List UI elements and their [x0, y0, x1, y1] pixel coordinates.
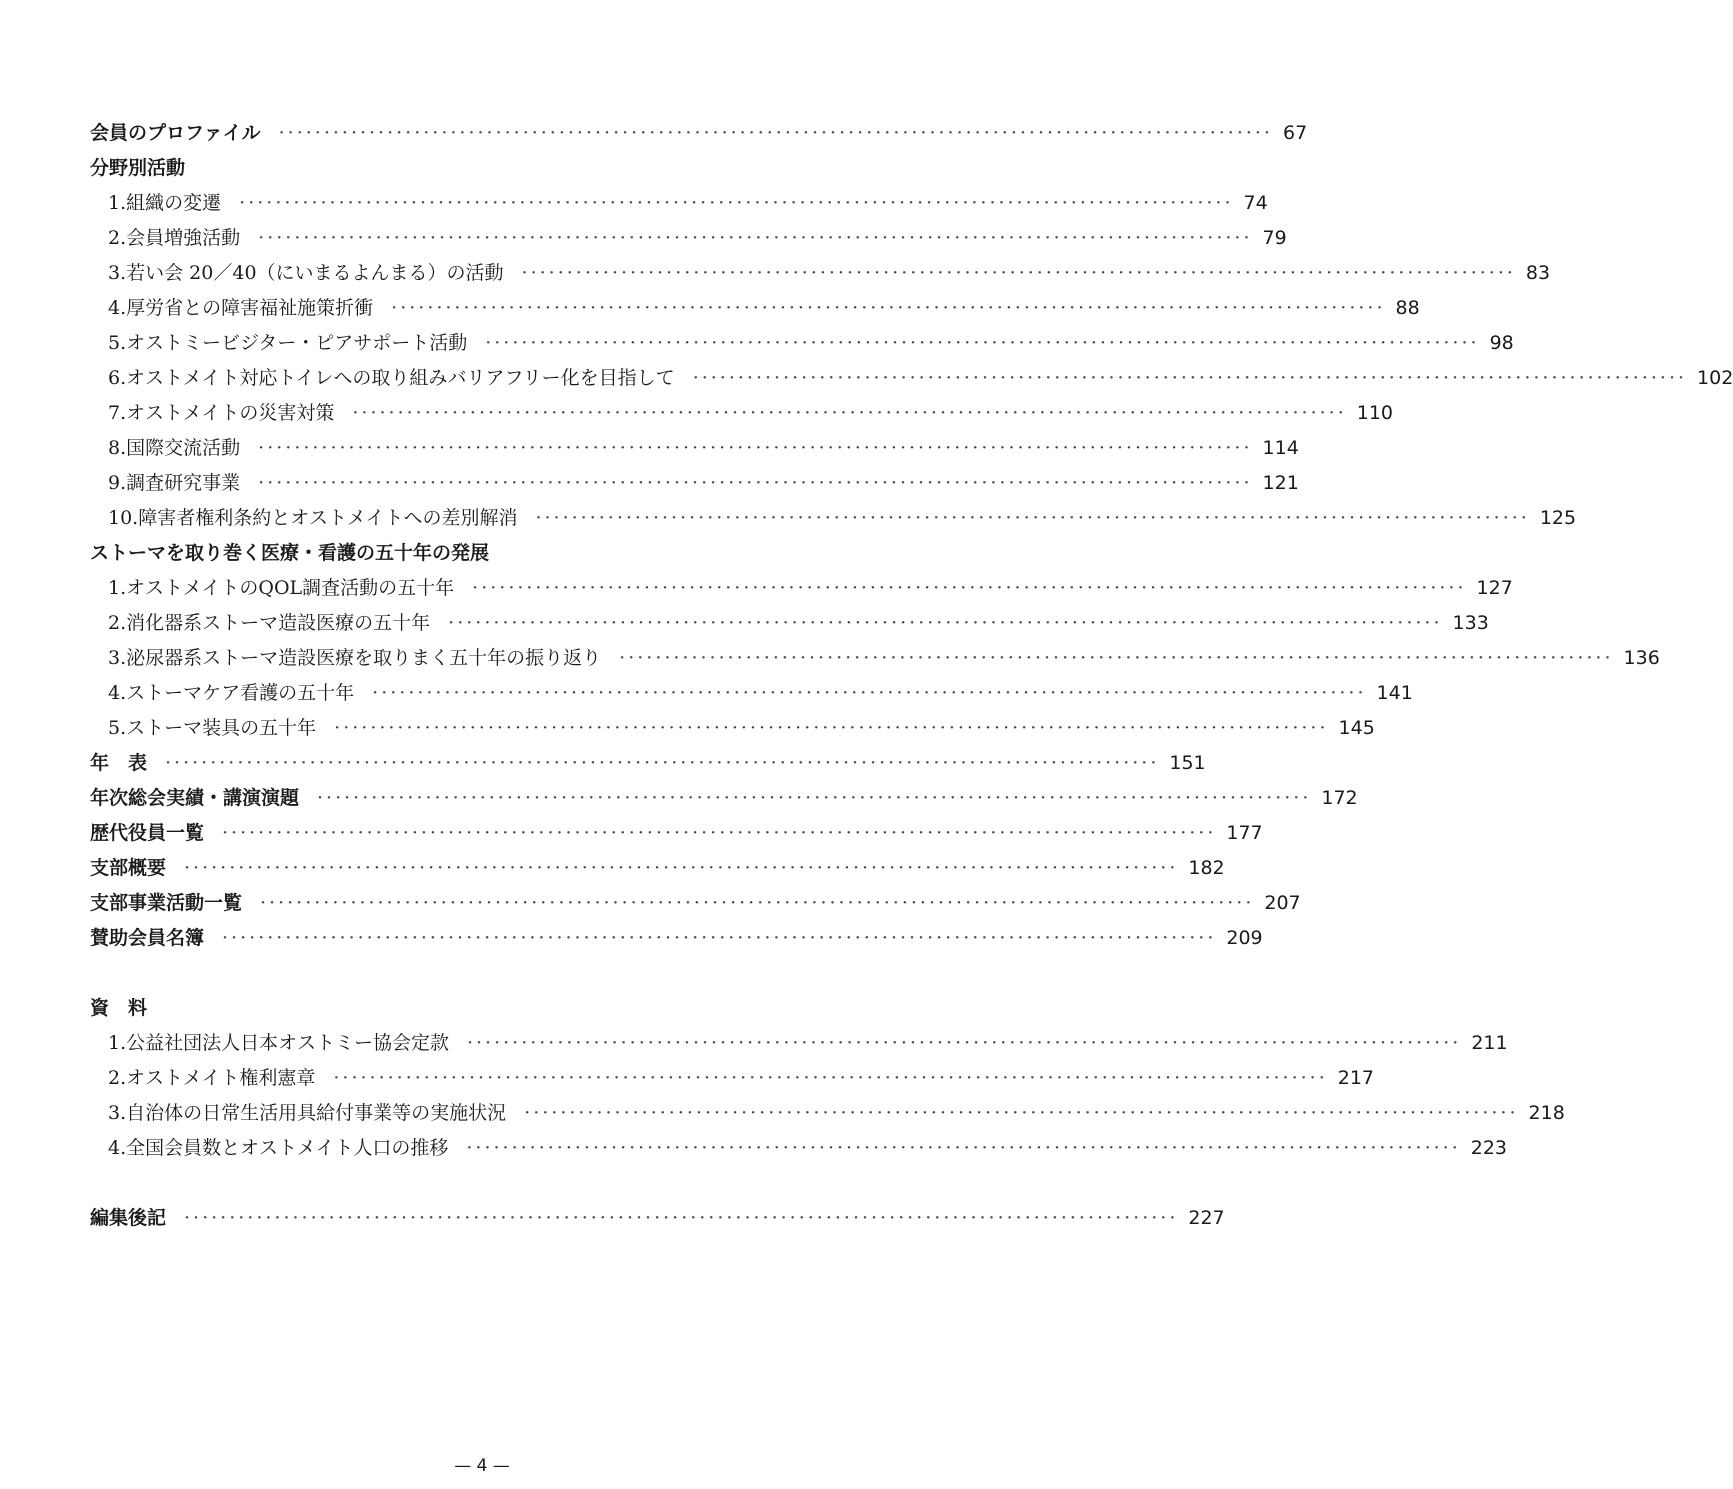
toc-page-number: 74 [1243, 192, 1268, 214]
toc-entry-number: 8. [108, 437, 127, 459]
toc-entry-number: 9. [108, 472, 127, 494]
toc-entry[interactable] [90, 1061, 1375, 1096]
toc-entry-number: 4. [108, 297, 127, 319]
toc-entry-branch-overview[interactable] [90, 851, 1225, 886]
toc-entry-title: 会員のプロファイル [90, 122, 261, 144]
toc-page-number: 79 [1262, 227, 1287, 249]
dot-leader: ·············································································································· [317, 787, 1312, 809]
dot-leader: ·············································································································· [521, 262, 1516, 284]
dot-leader: ·············································································································· [372, 682, 1367, 704]
toc-page-number: 98 [1489, 332, 1514, 354]
toc-entry-title: 組織の変遷 [126, 192, 222, 214]
toc-entry-title: 編集後記 [90, 1207, 167, 1229]
toc-entry-title: 調査研究事業 [126, 472, 241, 494]
page-number-footer: — 4 — [454, 1456, 510, 1476]
toc-entry-title: ストーマ装具の五十年 [126, 717, 317, 739]
toc-page-number: 211 [1471, 1032, 1508, 1054]
dot-leader: ·············································································································· [333, 1067, 1328, 1089]
toc-entry-title: 障害者権利条約とオストメイトへの差別解消 [138, 507, 518, 529]
toc-entry[interactable] [90, 571, 1513, 606]
toc-entry-title: オストミービジター・ピアサポート活動 [126, 332, 468, 354]
toc-page-number: 182 [1188, 857, 1225, 879]
toc-entry-branch-activities[interactable] [90, 886, 1301, 921]
dot-leader: ·············································································································· [222, 927, 1217, 949]
dot-leader: ·············································································································· [535, 507, 1530, 529]
toc-page-number: 110 [1356, 402, 1394, 424]
toc-entry-number: 2. [108, 612, 127, 634]
dot-leader: ·············································································································· [485, 332, 1480, 354]
toc-entry-title: 支部概要 [90, 857, 167, 879]
toc-entry-number: 4. [108, 682, 127, 704]
toc-page-number: 177 [1226, 822, 1263, 844]
toc-page-number: 145 [1338, 717, 1375, 739]
toc-entry[interactable] [90, 221, 1287, 256]
toc-entry[interactable] [90, 466, 1299, 501]
toc-entry-title: 支部事業活動一覧 [90, 892, 243, 914]
toc-page-number: 127 [1476, 577, 1513, 599]
toc-entry-number: 4. [108, 1137, 127, 1159]
toc-page-number: 209 [1226, 927, 1263, 949]
toc-entry-title: オストメイトのQOL調査活動の五十年 [126, 577, 455, 599]
toc-entry-number: 3. [108, 647, 127, 669]
dot-leader: ·············································································································· [466, 1137, 1461, 1159]
toc-page-number: 172 [1321, 787, 1358, 809]
toc-entry[interactable] [90, 711, 1375, 746]
table-of-contents [90, 116, 1733, 1236]
toc-page-number: 218 [1528, 1102, 1565, 1124]
dot-leader: ·············································································································· [692, 367, 1688, 389]
toc-page-number: 223 [1470, 1137, 1508, 1159]
toc-entry[interactable] [90, 291, 1420, 326]
toc-page-number: 207 [1264, 892, 1301, 914]
toc-entry-title: オストメイトの災害対策 [126, 402, 335, 424]
toc-page-number: 141 [1376, 682, 1413, 704]
toc-entry-number: 1. [108, 192, 127, 214]
toc-page-number: 125 [1539, 507, 1577, 529]
toc-entry[interactable] [90, 1026, 1508, 1061]
toc-entry-chronology[interactable] [90, 746, 1206, 781]
toc-entry-number: 1. [108, 1032, 127, 1054]
toc-entry[interactable] [90, 501, 1577, 536]
dot-leader: ·············································································································· [448, 612, 1443, 634]
dot-leader: ·············································································································· [619, 647, 1614, 669]
toc-entry[interactable] [90, 186, 1268, 221]
dot-leader: ·············································································································· [222, 822, 1217, 844]
toc-page-number: 83 [1525, 262, 1551, 284]
toc-entry-title: 会員増強活動 [126, 227, 241, 249]
toc-page-number: 121 [1262, 472, 1299, 494]
dot-leader: ·············································································································· [184, 1207, 1179, 1229]
toc-entry[interactable] [90, 361, 1733, 396]
dot-leader: ·············································································································· [184, 857, 1179, 879]
toc-entry-title: 年 表 [90, 752, 148, 774]
dot-leader: ·············································································································· [352, 402, 1347, 424]
toc-entry-title: ストーマケア看護の五十年 [126, 682, 355, 704]
toc-entry-title: 賛助会員名簿 [90, 927, 205, 949]
toc-entry-title: オストメイト対応トイレへの取り組み [126, 367, 448, 389]
toc-entry-title: 年次総会実績・講演演題 [90, 787, 300, 809]
toc-entry-title: 歴代役員一覧 [90, 822, 205, 844]
toc-entry-title: 消化器系ストーマ造設医療の五十年 [126, 612, 431, 634]
toc-entry-number: 5. [108, 332, 127, 354]
toc-entry-number: 10. [108, 507, 139, 529]
toc-entry[interactable] [90, 326, 1514, 361]
dot-leader: ·············································································································· [258, 472, 1253, 494]
toc-entry-title: 若い会 20／40（にいまるよんまる）の活動 [126, 262, 504, 284]
toc-entry-afterword[interactable] [90, 1201, 1225, 1236]
dot-leader: ·············································································································· [239, 192, 1234, 214]
toc-entry-number: 7. [108, 402, 127, 424]
toc-entry-supporting-members[interactable] [90, 921, 1263, 956]
dot-leader: ·············································································································· [258, 437, 1253, 459]
toc-entry-number: 5. [108, 717, 127, 739]
toc-page-number: 136 [1623, 647, 1660, 669]
toc-entry-title: 国際交流活動 [126, 437, 241, 459]
dot-leader: ·············································································································· [165, 752, 1160, 774]
toc-entry-number: 3. [108, 262, 127, 284]
toc-page-number: 88 [1395, 297, 1420, 319]
section-heading-medical: ストーマを取り巻く医療・看護の五十年の発展 [90, 542, 490, 564]
toc-entry-title: 自治体の日常生活用具給付事業等の実施状況 [126, 1102, 507, 1124]
toc-entry-title: オストメイト権利憲章 [126, 1067, 316, 1089]
toc-entry-number: 1. [108, 577, 127, 599]
toc-entry[interactable] [90, 396, 1394, 431]
toc-entry[interactable] [90, 431, 1299, 466]
dot-leader: ·············································································································· [391, 297, 1386, 319]
toc-entry-number: 3. [108, 1102, 127, 1124]
toc-entry-number: 6. [108, 367, 127, 389]
dot-leader: ·············································································································· [260, 892, 1255, 914]
toc-page-number: 102 [1697, 367, 1733, 389]
dot-leader: ·············································································································· [334, 717, 1329, 739]
toc-entry-past-officers[interactable] [90, 816, 1263, 851]
toc-entry-number: 2. [108, 1067, 127, 1089]
dot-leader: ·············································································································· [258, 227, 1253, 249]
section-heading-materials: 資 料 [90, 997, 148, 1019]
toc-page-number: 133 [1452, 612, 1489, 634]
toc-entry-title: 泌尿器系ストーマ造設医療を取りまく五十年の振り返り [126, 647, 602, 669]
toc-entry-profile[interactable] [90, 116, 1308, 151]
toc-page-number: 151 [1169, 752, 1206, 774]
toc-page-number: 114 [1262, 437, 1299, 459]
toc-page-number: 227 [1188, 1207, 1225, 1229]
toc-entry-title: 厚労省との障害福祉施策折衝 [126, 297, 374, 319]
toc-entry-title: 全国会員数とオストメイト人口の推移 [126, 1137, 449, 1159]
dot-leader: ·············································································································· [466, 1032, 1462, 1054]
dot-leader: ·············································································································· [472, 577, 1467, 599]
toc-entry[interactable] [90, 641, 1660, 676]
toc-entry-annual-meetings[interactable] [90, 781, 1358, 816]
dot-leader: ·············································································································· [278, 122, 1273, 144]
toc-page-number: 67 [1282, 122, 1308, 144]
toc-page-number: 217 [1337, 1067, 1375, 1089]
toc-entry-title: 公益社団法人日本オストミー協会定款 [126, 1032, 449, 1054]
toc-entry[interactable] [90, 676, 1413, 711]
dot-leader: ·············································································································· [524, 1102, 1519, 1124]
toc-entry[interactable] [90, 606, 1489, 641]
section-heading-activities: 分野別活動 [90, 157, 186, 179]
toc-entry[interactable] [90, 1096, 1565, 1131]
toc-entry-subtitle: バリアフリー化を目指して [447, 367, 675, 389]
toc-entry-number: 2. [108, 227, 127, 249]
toc-entry[interactable] [90, 1131, 1508, 1166]
toc-entry[interactable] [90, 256, 1551, 291]
